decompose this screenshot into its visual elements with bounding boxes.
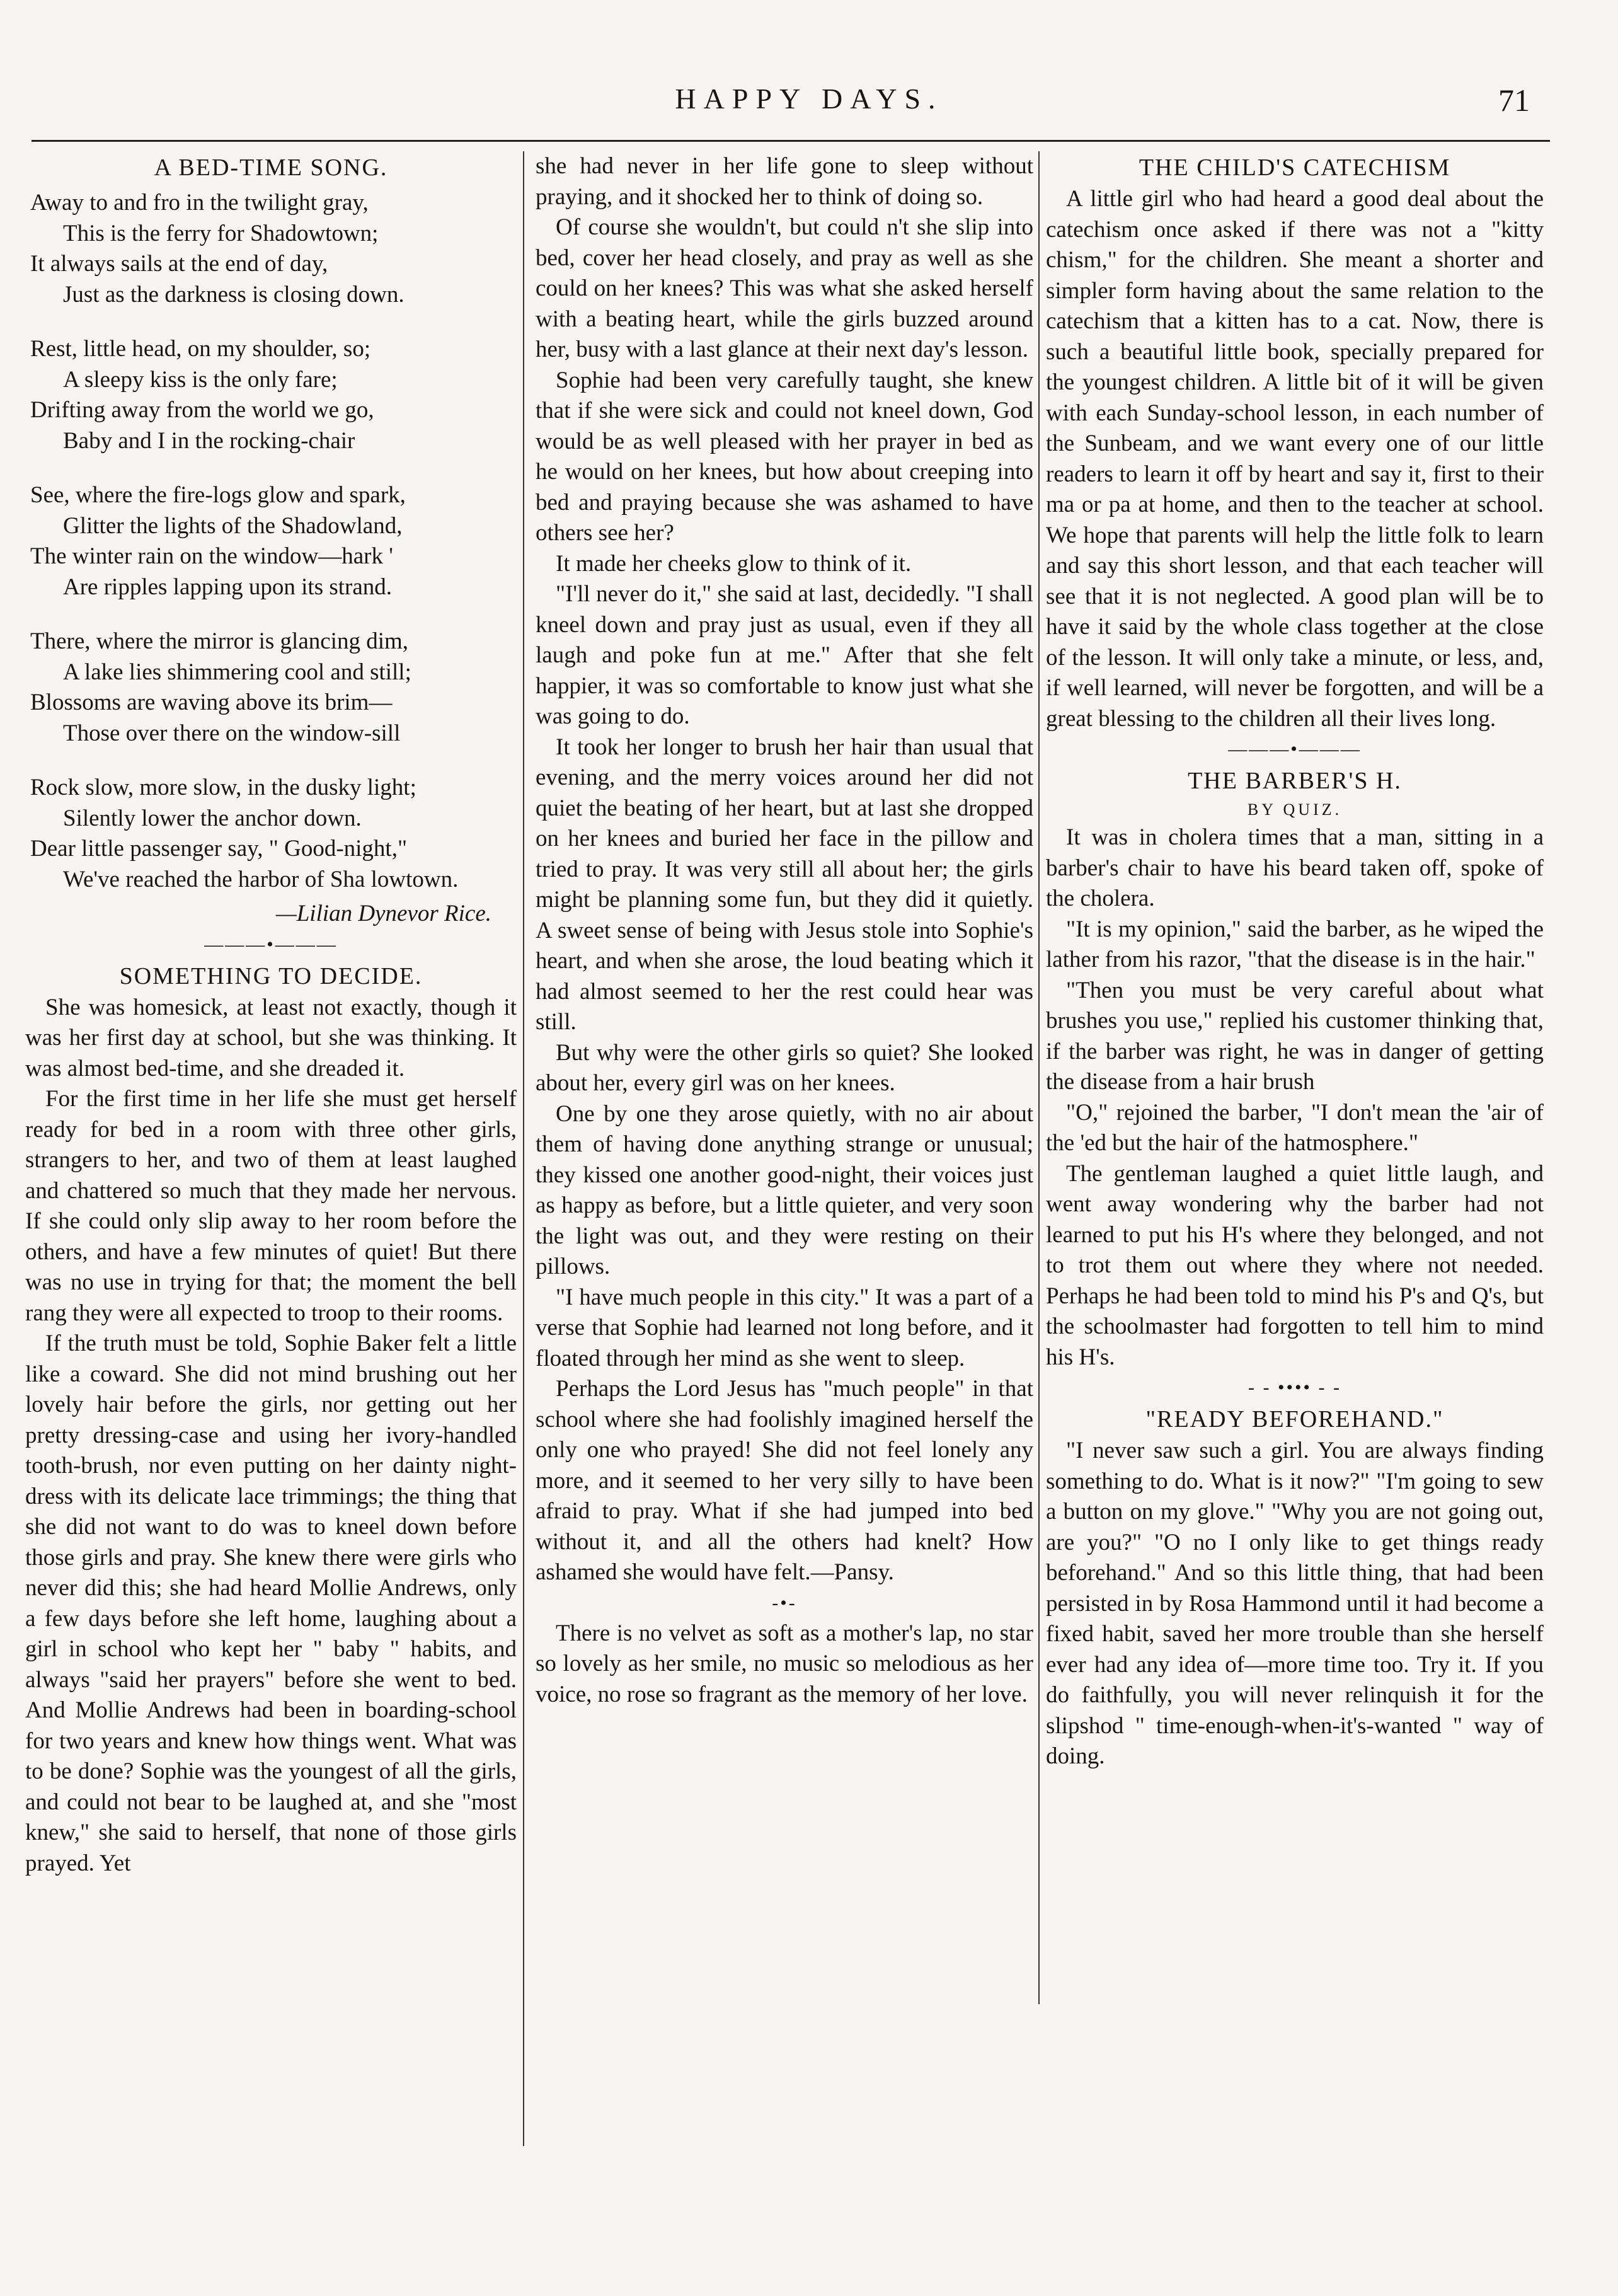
poem-line: The winter rain on the window—hark ' [30, 543, 393, 569]
section-separator: - - •••• - - [1248, 1377, 1341, 1398]
poem-line: There, where the mirror is glancing dim, [30, 628, 409, 654]
poem-line: It always sails at the end of day, [30, 251, 328, 277]
story-paragraph: "I have much people in this city." It was a part of a verse that Sophie had learned not long before, and it floated through her mind as she went to sleep. [536, 1284, 1033, 1371]
publication-title: HAPPY DAYS. [675, 83, 943, 115]
story-paragraph: Of course she wouldn't, but could n't she slip into bed, cover her head closely, and pray as well as she could on her knees? This was what she asked herself with a beating heart, while the girls buzzed around her, busy with a last glance at their next day's lesson. [536, 214, 1033, 362]
story-paragraph: One by one they arose quietly, with no air about them of having done anything strange or unusual; they kissed one another good-night, their voices just as happy as before, but a little quieter, and very soon the light was out, and they were resting on their pillows. [536, 1100, 1033, 1279]
barber-paragraph: "O," rejoined the barber, "I don't mean the 'air of the 'ed but the hair of the hatmosphere." [1046, 1099, 1544, 1156]
poem-title: A BED-TIME SONG. [154, 154, 388, 181]
header-rule [32, 140, 1550, 142]
page-header [0, 82, 1618, 132]
barber-paragraph: "Then you must be very careful about what brushes you use," replied his customer thinking that, if the barber was right, he was in danger of getting the disease from a hair brush [1046, 977, 1544, 1095]
poem-line: Rest, little head, on my shoulder, so; [30, 336, 371, 362]
ready-paragraph: "I never saw such a girl. You are always finding something to do. What is it now?" "I'm going to sew a button on my glove." "Why you are not going out, are you?" "O no I only like to get things ready beforehand." And so this little thing, that had been persisted in by Rosa Hammond until it had become a fixed habit, saved her more trouble than she herself ever had any idea of—more time too. Try it. If you do faithfully, you will never relinquish it for the slipshod " time-enough-when-it's-wanted " way of doing. [1046, 1438, 1544, 1769]
poem-line: A sleepy kiss is the only fare; [63, 366, 338, 393]
poem-stanza [25, 480, 517, 603]
story-paragraph: Sophie had been very carefully taught, she knew that if she were sick and could not kneel down, God would be as well pleased with her prayer in bed as he would on her knees, but how about creeping into bed and praying because she was ashamed to have others see her? [536, 367, 1033, 546]
poem-line: A lake lies shimmering cool and still; [63, 659, 411, 685]
story-paragraph: She was homesick, at least not exactly, though it was her first day at school, but she was thinking. It was almost bed-time, and she dreaded it. [25, 994, 517, 1082]
story-paragraph: It took her longer to brush her hair than usual that evening, and the merry voices around her did not quiet the beating of her heart, but at last she dropped on her knees and buried her face in the pillow and tried to pray. It was very still all about her; the girls might be planning some fun, but they did it quietly. A sweet sense of being with Jesus stole into Sophie's heart, and when she arose, the loud beating which it had almost seemed to her the rest could hear was still. [536, 734, 1033, 1035]
story-paragraph: If the truth must be told, Sophie Baker felt a little like a coward. She did not mind brushing out her lovely hair before the girls, nor getting out her pretty dressing-case and using her ivory-handled tooth-brush, nor even putting on her dainty night-dress with its delicate lace trimmings; the thing that she did not want to do was to kneel down before those girls and pray. She knew there were girls who never did this; she had heard Mollie Andrews, only a few days before she left home, laughing about a girl in school who kept her " baby " habits, and always "said her prayers" before she went to bed. And Mollie Andrews had been in boarding-school for two years and knew how things went. What was to be done? Sophie was the youngest of all the girls, and could not bear to be laughed at, and she "most knew," she said to herself, that none of those girls prayed. Yet [25, 1330, 517, 1876]
poem-line: Baby and I in the rocking-chair [63, 427, 355, 454]
closing-paragraph: There is no velvet as soft as a mother's lap, no star so lovely as her smile, no music so melodious as her voice, no rose so fragrant as the memory of her love. [536, 1620, 1033, 1707]
story-paragraph: But why were the other girls so quiet? She looked about her, every girl was on her knees. [536, 1039, 1033, 1096]
section-separator: ———•——— [204, 933, 338, 955]
column-right [1046, 151, 1544, 2168]
poem-line: See, where the fire-logs glow and spark, [30, 482, 406, 508]
poem-stanza [25, 626, 517, 749]
story-paragraph: "I'll never do it," she said at last, decidedly. "I shall kneel down and pray just as usual, even if they all laugh and poke fun at me." After that she felt happier, it was so comfortable to know just what she was going to do. [536, 581, 1033, 729]
poem-line: Drifting away from the world we go, [30, 397, 374, 423]
catechism-paragraph: A little girl who had heard a good deal about the catechism once asked if there was not a "kitty chism," for the children. She meant a shorter and simpler form having about the same relation to the catechism that a kitten has to a cat. Now, there is such a beautiful little book, specially prepared for the youngest children. A little bit of it will be given with each Sunday-school lesson, in each number of the Sunbeam, and we want every one of our little readers to learn it off by heart and say it, first to their ma or pa at home, and then to the teacher at school. We hope that parents will help the little folk to learn and say this short lesson, and that each teacher will see that it is not neglected. A good plan will be to have it said by the whole class together at the close of the lesson. It will only take a minute, or less, and, if well learned, will never be forgotten, and will be a great blessing to the children all their lives long. [1046, 186, 1544, 732]
poem-line: Dear little passenger say, " Good-night," [30, 836, 408, 862]
barber-byline: BY QUIZ. [1247, 800, 1343, 819]
section-separator: ———•——— [1228, 739, 1362, 759]
poem-line: We've reached the harbor of Sha lowtown. [63, 866, 459, 892]
poem-line: Just as the darkness is closing down. [63, 281, 404, 308]
catechism-title: THE CHILD'S CATECHISM [1139, 154, 1451, 181]
poem-line: Blossoms are waving above its brim— [30, 689, 393, 715]
poem-author: —Lilian Dynevor Rice. [275, 901, 491, 926]
story-paragraph: For the first time in her life she must get herself ready for bed in a room with three other girls, strangers to her, and two of them at least laughed and chattered so much that they made her nervous. If she could only slip away to her room before the others, and have a few minutes of quiet! But there was no use in trying for that; the moment the bell rang they were all expected to troop to their rooms. [25, 1086, 517, 1326]
barber-paragraph: It was in cholera times that a man, sitting in a barber's chair to have his beard taken off, spoke of the cholera. [1046, 824, 1544, 911]
column-middle [536, 151, 1033, 2168]
poem-line: Silently lower the anchor down. [63, 805, 362, 831]
poem-line: This is the ferry for Shadowtown; [63, 220, 379, 246]
ready-title: "READY BEFOREHAND." [1145, 1406, 1444, 1433]
poem-line: Those over there on the window-sill [63, 720, 401, 746]
page-number: 71 [1498, 83, 1530, 118]
poem-stanza [25, 334, 517, 456]
poem-line: Glitter the lights of the Shadowland, [63, 512, 403, 539]
story-paragraph: Perhaps the Lord Jesus has "much people" in that school where she had foolishly imagined herself the only one who prayed! She did not feel lonely any more, and it seemed to her very silly to have been afraid to pray. What if she had jumped into bed without it, and all the others had knelt? How ashamed she would have felt.—Pansy. [536, 1376, 1033, 1585]
story-paragraph: she had never in her life gone to sleep without praying, and it shocked her to think of doing so. [536, 153, 1033, 210]
poem-stanza [25, 188, 517, 310]
barber-paragraph: "It is my opinion," said the barber, as he wiped the lather from his razor, "that the disease is in the hair." [1046, 916, 1544, 972]
column-divider [1038, 151, 1040, 2004]
poem-line: Rock slow, more slow, in the dusky light; [30, 775, 416, 800]
poem [25, 188, 517, 895]
poem-stanza [25, 773, 517, 895]
poem-line: Away to and fro in the twilight gray, [30, 190, 369, 216]
barber-title: THE BARBER'S H. [1188, 768, 1402, 794]
column-divider [523, 151, 524, 2146]
story-title: SOMETHING TO DECIDE. [119, 962, 423, 989]
barber-paragraph: The gentleman laughed a quiet little laugh, and went away wondering why the barber had not learned to put his H's where they belonged, and not to trot them out where they where not needed. Perhaps he had been told to mind his P's and Q's, but the schoolmaster had forgotten to tell him to mind his H's. [1046, 1160, 1544, 1370]
column-left [25, 151, 517, 2168]
story-paragraph: It made her cheeks glow to think of it. [556, 550, 912, 577]
section-separator: -•- [772, 1592, 797, 1613]
poem-line: Are ripples lapping upon its strand. [63, 574, 393, 600]
